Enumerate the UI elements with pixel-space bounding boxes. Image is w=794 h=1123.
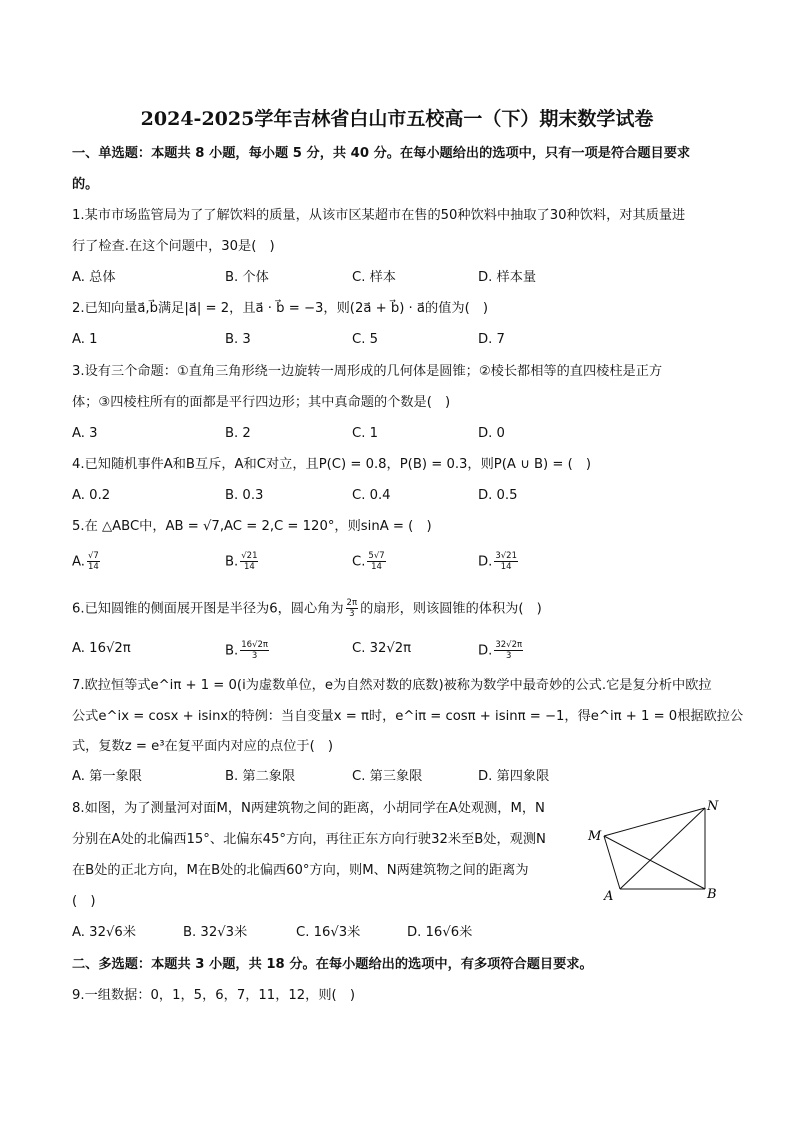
q8-geometry-figure — [582, 796, 732, 906]
option-label: B. — [225, 554, 239, 570]
fraction-numerator: 5√7 — [368, 551, 385, 561]
q5-stem: 5.在 △ABC中，AB = √7,AC = 2,C = 120°，则sinA = ( ) — [72, 519, 432, 534]
point-n-label: N — [707, 799, 719, 814]
q5-option-c — [352, 551, 388, 572]
q5-option-b — [225, 551, 260, 572]
q7-stem-line2: 公式e^ix = cosx + isinx的特例：当自变量x = π时，e^iπ = cosπ + isinπ = −1，得e^iπ + 1 = 0根据欧拉公 — [72, 709, 744, 724]
q8-stem-line2: 分别在A处的北偏西15°、北偏东45°方向，再往正东方向行驶32米至B处，观测N — [72, 832, 546, 847]
q5-option-d — [478, 551, 520, 572]
q8-option-c: C. 16√3米 — [296, 925, 361, 940]
q9-stem: 9.一组数据：0，1，5，6，7，11，12，则( ) — [72, 988, 356, 1003]
point-b-label: B — [707, 887, 717, 902]
q8-option-b: B. 32√3米 — [183, 925, 248, 940]
fraction-denominator: 3 — [506, 651, 512, 661]
q6-stem — [72, 598, 542, 619]
q8-stem-line4: ( ) — [72, 894, 96, 909]
fraction-numerator: √7 — [87, 551, 99, 561]
q3-option-b: B. 2 — [225, 426, 251, 441]
option-label: D. — [478, 643, 493, 659]
q1-option-d: D. 样本量 — [478, 270, 537, 285]
fraction — [87, 551, 100, 572]
fraction-denominator: 3 — [251, 651, 258, 661]
fraction-numerator: 3√21 — [495, 551, 517, 561]
point-a-label: A — [604, 889, 614, 904]
q3-option-a: A. 3 — [72, 426, 98, 441]
q1-option-c: C. 样本 — [352, 270, 396, 285]
page-title: 2024-2025学年吉林省白山市五校高一（下）期末数学试卷 — [140, 108, 654, 130]
q3-option-d: D. 0 — [478, 426, 505, 441]
section2-heading: 二、多选题：本题共 3 小题，共 18 分。在每小题给出的选项中，有多项符合题目要求。 — [72, 957, 593, 972]
q4-option-c: C. 0.4 — [352, 488, 391, 503]
q7-stem-line1: 7.欧拉恒等式e^iπ + 1 = 0(i为虚数单位，e为自然对数的底数)被称为数学中最奇妙的公式.它是复分析中欧拉 — [72, 678, 712, 693]
fraction — [494, 551, 518, 572]
q8-option-a: A. 32√6米 — [72, 925, 136, 940]
option-label: A. — [72, 554, 85, 570]
q7-option-d: D. 第四象限 — [478, 769, 550, 784]
q6-option-d — [478, 640, 525, 661]
fraction — [240, 640, 269, 661]
q3-stem-line2: 体；③四棱柱所有的面都是平行四边形；其中真命题的个数是( ) — [72, 395, 451, 410]
q7-stem-line3: 式，复数z = e³在复平面内对应的点位于( ) — [72, 739, 334, 754]
fraction-numerator: 16√2π — [241, 640, 269, 650]
option-label: C. — [352, 554, 366, 570]
fraction-numerator: 2π — [346, 598, 358, 608]
q8-stem-line3: 在B处的正北方向，M在B处的北偏西60°方向，则M、N两建筑物之间的距离为 — [72, 863, 529, 878]
q8-option-d: D. 16√6米 — [407, 925, 473, 940]
q2-option-d: D. 7 — [478, 332, 505, 347]
q7-option-a: A. 第一象限 — [72, 769, 142, 784]
q4-option-a: A. 0.2 — [72, 488, 111, 503]
fraction-denominator: 14 — [243, 562, 255, 572]
q5-option-a — [72, 551, 102, 572]
q8-stem-line1: 8.如图，为了测量河对面M，N两建筑物之间的距离，小胡同学在A处观测，M，N — [72, 801, 545, 816]
fraction-denominator: 3 — [349, 609, 355, 619]
fraction — [240, 551, 258, 572]
q4-option-d: D. 0.5 — [478, 488, 518, 503]
q6-stem-part1: 6.已知圆锥的侧面展开图是半径为6，圆心角为 — [72, 601, 344, 617]
fraction-denominator: 14 — [500, 562, 512, 572]
fraction — [494, 640, 523, 661]
segment-ma — [604, 836, 620, 889]
fraction-numerator: 32√2π — [495, 640, 523, 650]
option-label: D. — [478, 554, 493, 570]
fraction-denominator: 14 — [87, 562, 99, 572]
q1-stem-line2: 行了检查.在这个问题中，30是( ) — [72, 239, 275, 254]
q3-option-c: C. 1 — [352, 426, 378, 441]
q4-option-b: B. 0.3 — [225, 488, 264, 503]
fraction — [346, 598, 359, 619]
fraction-numerator: √21 — [241, 551, 258, 561]
q1-option-b: B. 个体 — [225, 270, 269, 285]
q7-option-c: C. 第三象限 — [352, 769, 423, 784]
q2-stem: 2.已知向量a⃗,b⃗满足|a⃗| = 2，且a⃗ · b⃗ = −3，则(2a⃗ + b⃗) · a⃗的值为( ) — [72, 301, 489, 316]
q4-stem: 4.已知随机事件A和B互斥，A和C对立，且P(C) = 0.8，P(B) = 0.3，则P(A ∪ B) = ( ) — [72, 457, 592, 472]
q2-option-c: C. 5 — [352, 332, 378, 347]
point-m-label: M — [588, 829, 602, 844]
q6-option-c: C. 32√2π — [352, 641, 412, 656]
section1-heading-cont: 的。 — [72, 177, 99, 192]
q6-stem-part2: 的扇形，则该圆锥的体积为( ) — [360, 601, 542, 617]
q2-option-a: A. 1 — [72, 332, 98, 347]
q3-stem-line1: 3.设有三个命题：①直角三角形绕一边旋转一周形成的几何体是圆锥；②棱长都相等的直四棱柱是正方 — [72, 364, 663, 379]
q6-option-a: A. 16√2π — [72, 641, 131, 656]
fraction-denominator: 14 — [371, 562, 382, 572]
section1-heading: 一、单选题：本题共 8 小题，每小题 5 分，共 40 分。在每小题给出的选项中，只有一项是符合题目要求 — [72, 146, 691, 161]
q1-stem-line1: 1.某市市场监管局为了了解饮料的质量，从该市区某超市在售的50种饮料中抽取了30种饮料，对其质量进 — [72, 208, 686, 223]
segment-mb — [604, 836, 705, 889]
option-label: B. — [225, 643, 239, 659]
fraction — [367, 551, 385, 572]
q6-option-b — [225, 640, 271, 661]
q7-option-b: B. 第二象限 — [225, 769, 296, 784]
q1-option-a: A. 总体 — [72, 270, 116, 285]
q2-option-b: B. 3 — [225, 332, 251, 347]
